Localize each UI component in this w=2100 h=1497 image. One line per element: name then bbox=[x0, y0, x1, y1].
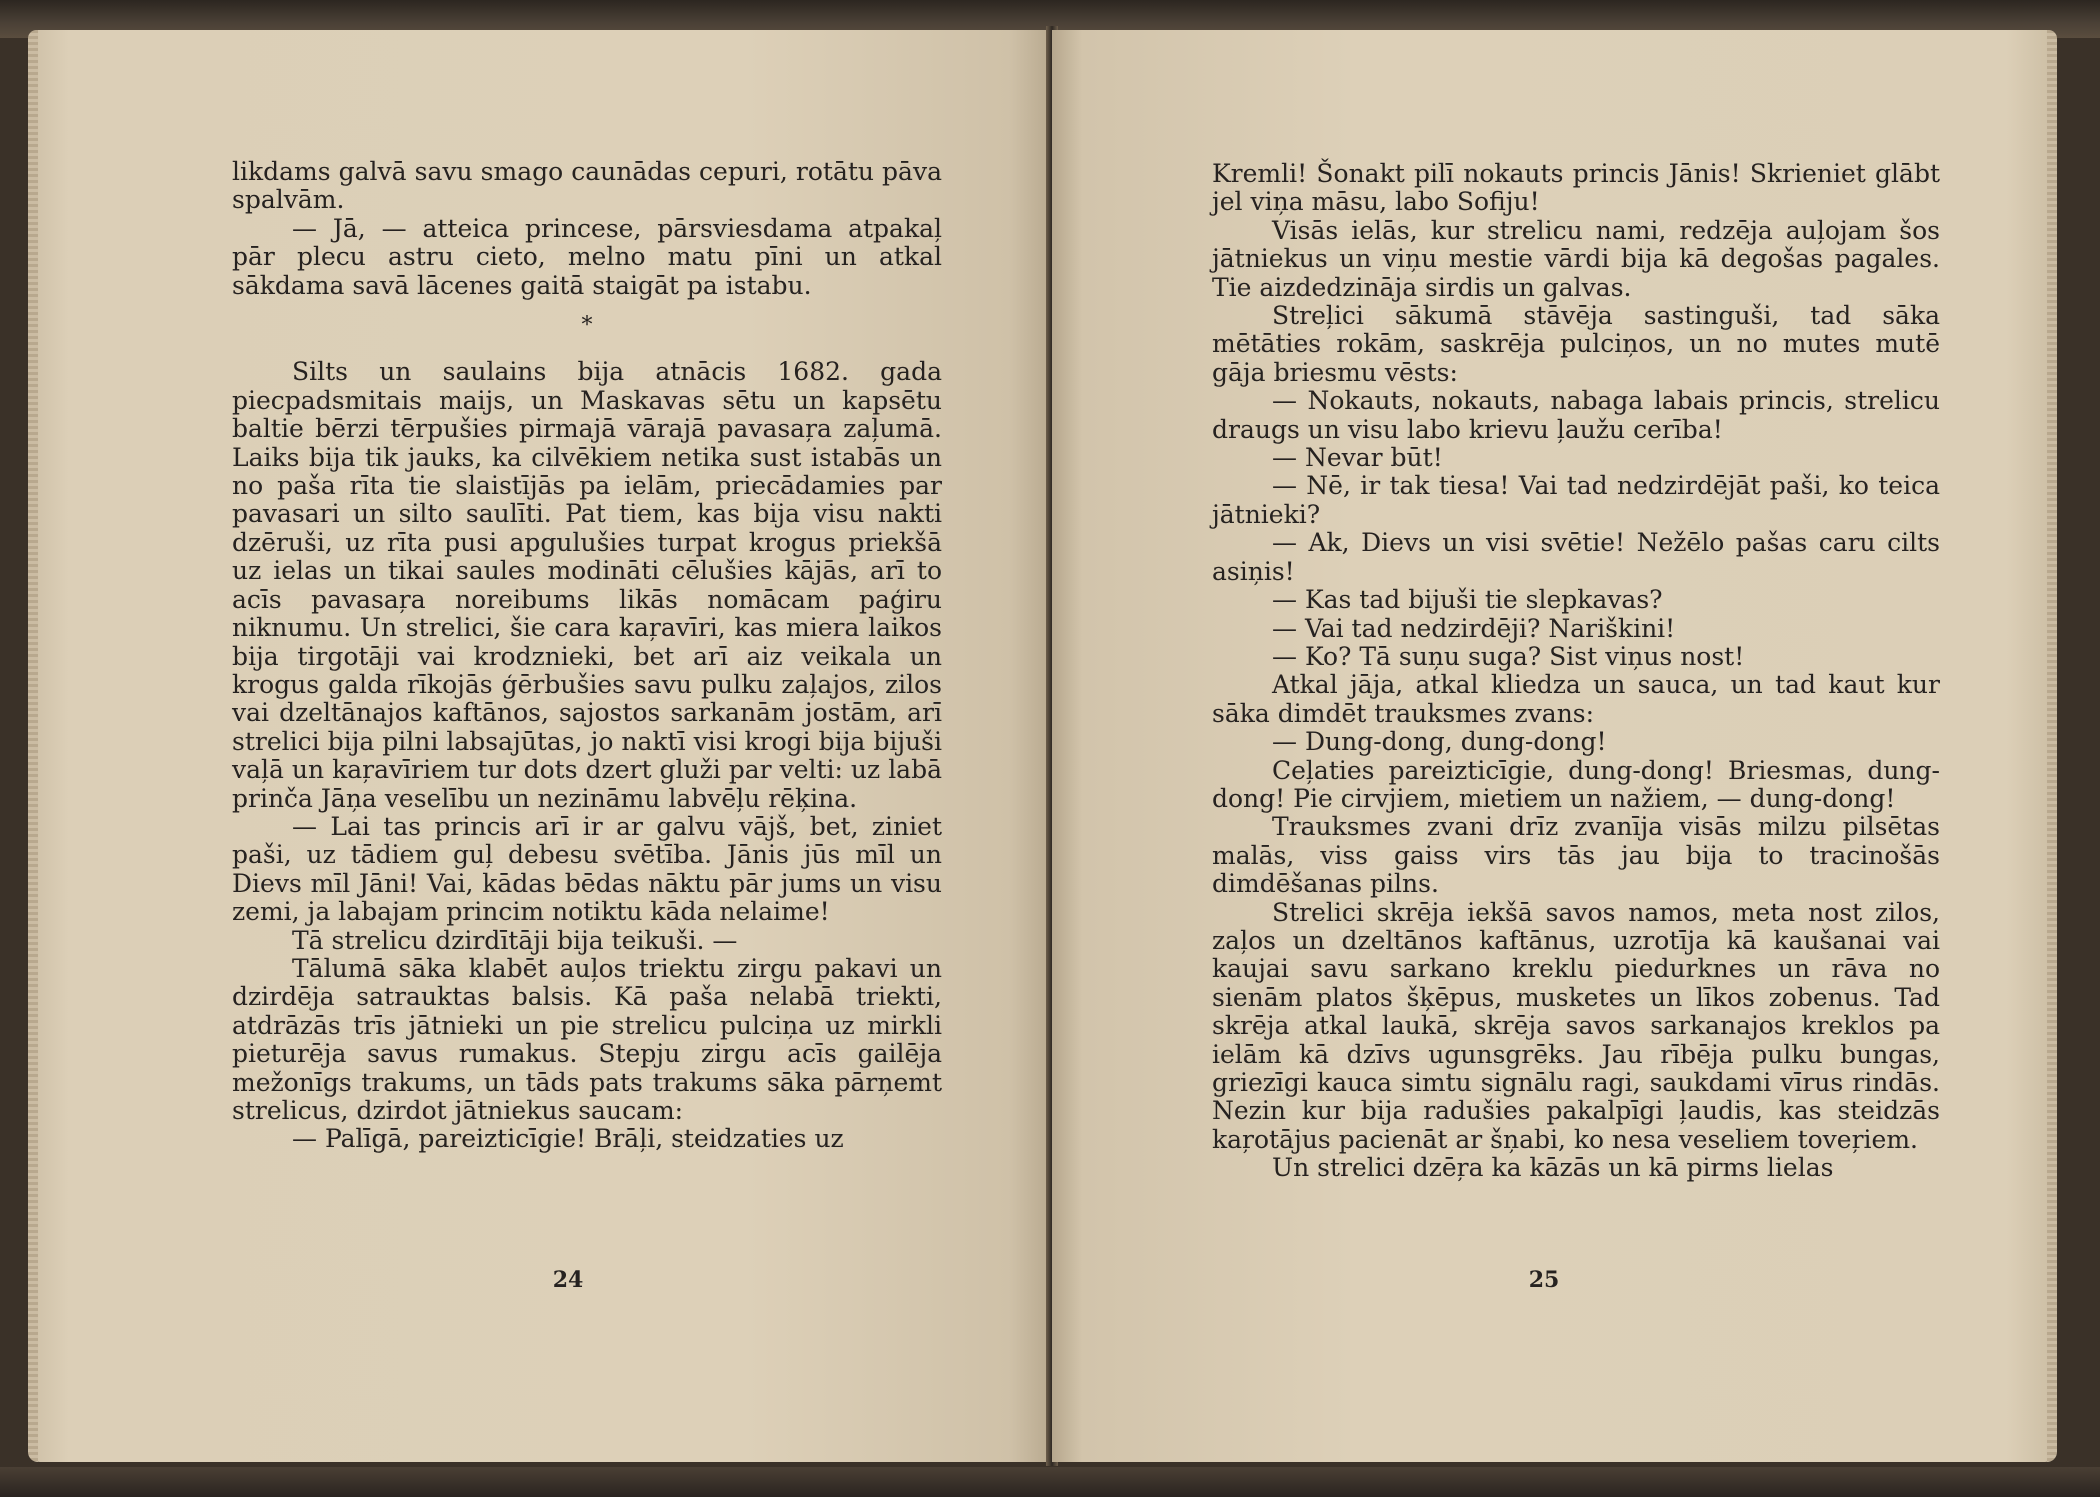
right-page-text bbox=[1212, 160, 1940, 1183]
paragraph: Tālumā sāka klabēt auļos triektu zirgu pakavi un dzirdēja satrauktas balsis. Kā paša nelabā triekti, atdrāzās trīs jātnieki un pie strelicu pulciņa uz mirkli pieturēja savus rumakus. Stepju zirgu acīs gailēja mežonīgs trakums, un tāds pats trakums sāka pārņemt strelicus, dzirdot jātniekus saucam: bbox=[232, 953, 942, 1125]
paragraph: — Kas tad bijuši tie slepkavas? bbox=[1272, 585, 1663, 615]
paragraph: Visās ielās, kur strelicu nami, redzēja auļojam šos jātniekus un viņu mestie vārdi bija kā degošas pagales. Tie aizdedzināja sirdis un galvas. bbox=[1212, 215, 1940, 302]
paragraph: likdams galvā savu smago caunādas cepuri, rotātu pāva spalvām. bbox=[232, 157, 942, 215]
paragraph: — Vai tad nedzirdēji? Nariškini! bbox=[1272, 613, 1676, 643]
paragraph: — Nevar būt! bbox=[1272, 443, 1443, 473]
paragraph: Tā strelicu dzirdītāji bija teikuši. — bbox=[292, 925, 738, 955]
paragraph: — Ak, Dievs un visi svētie! Nežēlo pašas caru cilts asiņis! bbox=[1212, 528, 1940, 586]
paragraph: — Ko? Tā suņu suga? Sist viņus nost! bbox=[1272, 641, 1745, 671]
paragraph: — Dung-dong, dung-dong! bbox=[1272, 727, 1607, 757]
paragraph: Un strelici dzēŗa ka kāzās un kā pirms lielas bbox=[1272, 1153, 1834, 1183]
left-paragraphs-bottom bbox=[232, 358, 942, 1153]
right-page-edge bbox=[2047, 30, 2057, 1462]
section-separator: * bbox=[581, 313, 593, 339]
left-page-text bbox=[232, 158, 942, 1154]
book-binding-bottom bbox=[0, 1467, 2100, 1497]
left-page-edge bbox=[28, 30, 38, 1462]
paragraph: Kremli! Šonakt pilī nokauts princis Jānis! Skrieniet glābt jel viņa māsu, labo Sofiju! bbox=[1212, 159, 1940, 217]
page-number-left: 24 bbox=[552, 1267, 584, 1293]
paragraph: — Nē, ir tak tiesa! Vai tad nedzirdējāt paši, ko teica jātnieki? bbox=[1212, 471, 1940, 529]
paragraph: — Nokauts, nokauts, nabaga labais princis, strelicu draugs un visu labo krievu ļaužu cerība! bbox=[1212, 386, 1940, 444]
paragraph: Strelici skrēja iekšā savos namos, meta nost zilos, zaļos un dzeltānos kaftānus, uzrotīja kā kaušanai vai kaujai savu sarkano kreklu piedurknes un rāva no sienām platos šķēpus, musketes un līkos zobenus. Tad skrēja atkal laukā, skrēja savos sarkanajos kreklos pa ielām kā dzīvs ugunsgrēks. Jau rībēja pulku bungas, griezīgi kauca simtu signālu ragi, saukdami vīrus rindās. Nezin kur bija radušies pakalpīgi ļaudis, kas steidzās kaŗotājus pacienāt ar šņabi, ko nesa veseliem toveŗiem. bbox=[1212, 897, 1940, 1154]
paragraph: Silts un saulains bija atnācis 1682. gada piecpadsmitais maijs, un Maskavas sētu un kapsētu baltie bērzi tērpušies pirmajā vārajā pavasaŗa zaļumā. Laiks bija tik jauks, ka cilvēkiem netika sust istabās un no paša rīta tie slaistījās pa ielām, priecādamies par pavasari un silto saulīti. Pat tiem, kas bija visu nakti dzēruši, uz rīta pusi apgulušies turpat krogus priekšā uz ielas un tikai saules modināti cēlušies kājās, arī to acīs pavasaŗa noreibums likās nomācam paģiru niknumu. Un strelici, šie cara kaŗavīri, kas miera laikos bija tirgotāji vai krodznieki, bet arī aiz veikala un krogus galda rīkojās ģērbušies savu pulku zaļajos, zilos vai dzeltānajos kaftānos, sajostos sarkanām jostām, arī strelici bija pilni labsajūtas, jo naktī visi krogi bija bijuši vaļā un kaŗavīriem tur dots dzert gluži par velti: uz labā prinča Jāņa veselību un nezināmu labvēļu rēķina. bbox=[232, 357, 942, 813]
paragraph: Ceļaties pareizticīgie, dung-dong! Briesmas, dung-dong! Pie cirvjiem, mietiem un nažiem, — dung-dong! bbox=[1212, 755, 1940, 813]
paragraph: — Lai tas princis arī ir ar galvu vājš, bet, ziniet paši, uz tādiem guļ debesu svētība. Jānis jūs mīl un Dievs mīl Jāni! Vai, kādas bēdas nāktu pār jums un visu zemi, ja labajam princim notiktu kāda nelaime! bbox=[232, 811, 942, 927]
right-page bbox=[1052, 30, 2057, 1462]
paragraph: Atkal jāja, atkal kliedza un sauca, un tad kaut kur sāka dimdēt trauksmes zvans: bbox=[1212, 670, 1940, 728]
page-number-right: 25 bbox=[1528, 1267, 1560, 1293]
right-paragraphs bbox=[1212, 160, 1940, 1183]
paragraph: — Jā, — atteica princese, pārsviesdama atpakaļ pār plecu astru cieto, melno matu pīni un atkal sākdama savā lācenes gaitā staigāt pa istabu. bbox=[232, 213, 942, 300]
left-paragraphs-top bbox=[232, 158, 942, 300]
paragraph: Trauksmes zvani drīz zvanīja visās milzu pilsētas malās, viss gaiss virs tās jau bija to tracinošās dimdēšanas pilns. bbox=[1212, 812, 1940, 899]
left-page bbox=[28, 30, 1050, 1462]
paragraph: Streļici sākumā stāvēja sastinguši, tad sāka mētāties rokām, saskrēja pulciņos, un no mutes mutē gāja briesmu vēsts: bbox=[1212, 301, 1940, 387]
paragraph: — Palīgā, pareizticīgie! Brāļi, steidzaties uz bbox=[292, 1124, 844, 1154]
